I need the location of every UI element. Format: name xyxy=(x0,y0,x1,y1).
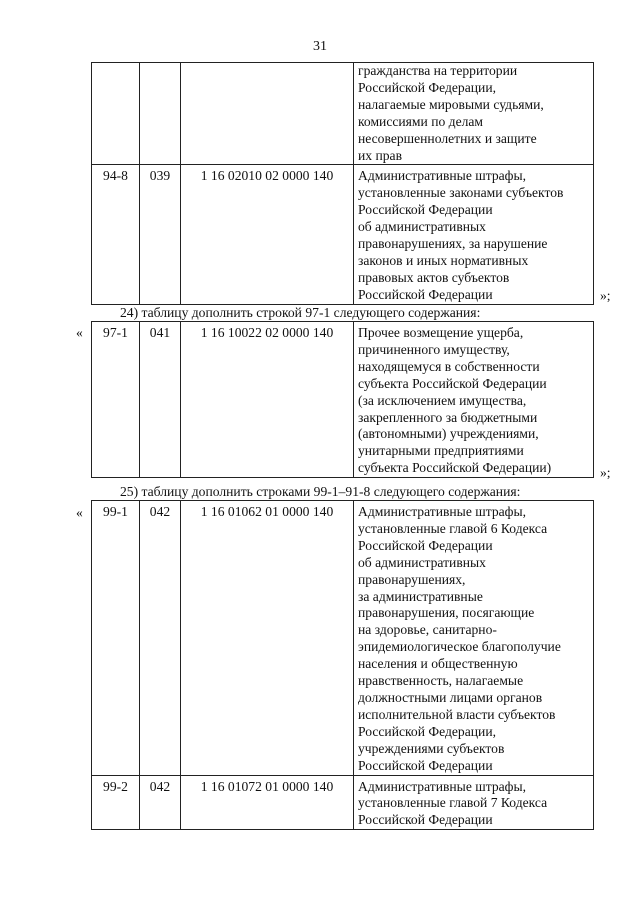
cell-admin-code xyxy=(140,63,181,165)
description-line: должностными лицами органов xyxy=(358,689,543,705)
description-line: унитарными предприятиями xyxy=(358,443,524,459)
cell-admin-code: 039 xyxy=(140,165,181,304)
amendment-note-24: 24) таблицу дополнить строкой 97-1 следующего содержания: xyxy=(120,305,481,320)
revenue-table-part-2 xyxy=(91,321,594,478)
description-line: находящемуся в собственности xyxy=(358,358,540,374)
cell-description xyxy=(354,322,594,478)
cell-number: 99-2 xyxy=(92,775,140,830)
cell-number: 99-1 xyxy=(92,501,140,776)
revenue-table-part-1 xyxy=(91,62,594,305)
description-line: комиссиями по делам xyxy=(358,113,484,129)
opening-quote: « xyxy=(76,505,83,520)
description-line: Административные штрафы, xyxy=(358,504,526,519)
description-line: Российской Федерации xyxy=(358,757,493,773)
table-row-94-8 xyxy=(92,165,594,304)
description-line: установленные главой 6 Кодекса xyxy=(358,520,548,536)
description-line: Административные штрафы, xyxy=(358,168,526,184)
cell-revenue-code xyxy=(181,63,354,165)
opening-quote: « xyxy=(76,325,83,340)
cell-revenue-code: 1 16 10022 02 0000 140 xyxy=(181,322,354,478)
description-line: исполнительной власти субъектов xyxy=(358,706,556,722)
cell-number: 97-1 xyxy=(92,322,140,478)
cell-revenue-code: 1 16 01062 01 0000 140 xyxy=(181,501,354,776)
amendment-note-25: 25) таблицу дополнить строками 99-1–91-8 следующего содержания: xyxy=(120,484,521,499)
cell-description xyxy=(354,775,594,830)
description-line: Российской Федерации xyxy=(358,812,493,828)
description-line: Российской Федерации, xyxy=(358,723,496,739)
description-line: субъекта Российской Федерации xyxy=(358,375,547,391)
description-line: эпидемиологическое благополучие xyxy=(358,639,561,655)
description-line: правонарушения, посягающие xyxy=(358,605,535,621)
description-line: правовых актов субъектов xyxy=(358,269,510,285)
page-number: 31 xyxy=(313,39,327,54)
description-line: установленные законами субъектов xyxy=(358,185,564,201)
description-line: Российской Федерации xyxy=(358,537,493,553)
cell-admin-code: 042 xyxy=(140,501,181,776)
description-line: несовершеннолетних и защите xyxy=(358,130,537,146)
description-line: Прочее возмещение ущерба, xyxy=(358,325,524,340)
description-line: правонарушениях, xyxy=(358,571,466,587)
description-line: гражданства на территории xyxy=(358,63,518,78)
description-line: об административных xyxy=(358,219,486,235)
table-row-97-1 xyxy=(92,322,594,478)
description-line: на здоровье, санитарно- xyxy=(358,622,497,638)
description-line: об административных xyxy=(358,554,486,570)
cell-number xyxy=(92,63,140,165)
description-line: Российской Федерации xyxy=(358,202,493,218)
description-line: установленные главой 7 Кодекса xyxy=(358,795,548,811)
description-line: причиненного имуществу, xyxy=(358,341,510,357)
cell-admin-code: 041 xyxy=(140,322,181,478)
description-line: нравственность, налагаемые xyxy=(358,673,524,689)
description-line: Российской Федерации, xyxy=(358,79,496,95)
description-line: (автономными) учреждениями, xyxy=(358,426,539,442)
description-line: субъекта Российской Федерации) xyxy=(358,460,552,476)
cell-admin-code: 042 xyxy=(140,775,181,830)
description-line: закрепленного за бюджетными xyxy=(358,409,538,425)
description-line: налагаемые мировыми судьями, xyxy=(358,96,544,112)
description-line: населения и общественную xyxy=(358,656,518,672)
description-line: за административные xyxy=(358,588,483,604)
closing-quote: »; xyxy=(600,288,611,303)
cell-number: 94-8 xyxy=(92,165,140,304)
table-row-99-2 xyxy=(92,775,594,830)
description-line: законов и иных нормативных xyxy=(358,252,529,268)
description-line: Российской Федерации xyxy=(358,286,493,302)
table-row-continuation xyxy=(92,63,594,165)
revenue-table-part-3 xyxy=(91,500,594,830)
cell-description xyxy=(354,63,594,165)
cell-description xyxy=(354,501,594,776)
closing-quote: »; xyxy=(600,465,611,480)
cell-revenue-code: 1 16 02010 02 0000 140 xyxy=(181,165,354,304)
description-line: (за исключением имущества, xyxy=(358,392,527,408)
description-line: Административные штрафы, xyxy=(358,778,526,794)
description-line: правонарушениях, за нарушение xyxy=(358,236,548,252)
cell-description xyxy=(354,165,594,304)
description-line: учреждениями субъектов xyxy=(358,740,505,756)
cell-revenue-code: 1 16 01072 01 0000 140 xyxy=(181,775,354,830)
description-line: их прав xyxy=(358,147,402,163)
table-row-99-1 xyxy=(92,501,594,776)
